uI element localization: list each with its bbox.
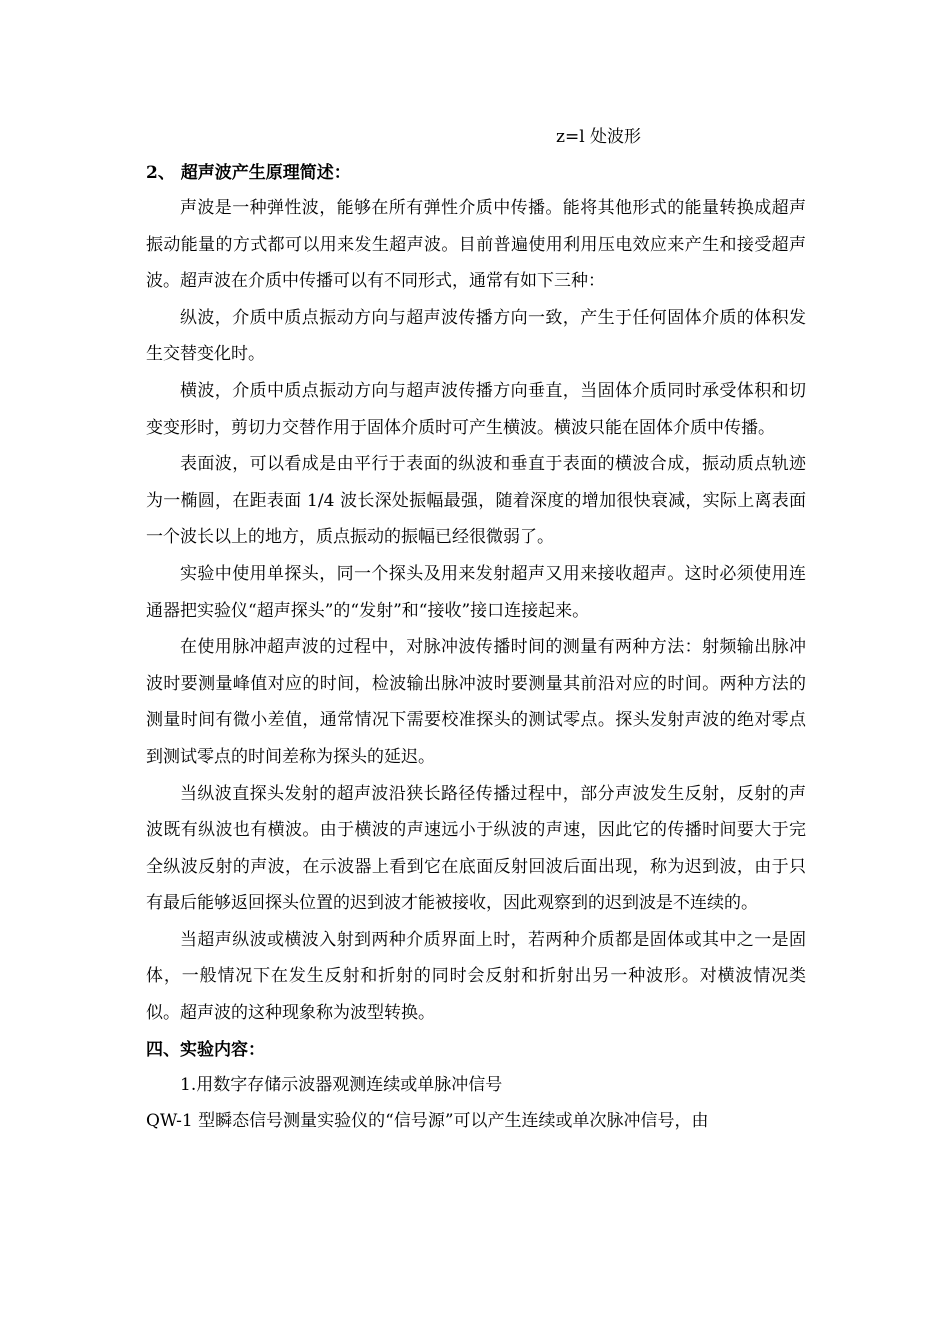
paragraph-late-wave: 当纵波直探头发射的超声波沿狭长路径传播过程中，部分声波发生反射，反射的声波既有纵波也有横波。由于横波的声速远小于纵波的声速，因此它的传播时间要大于完全纵波反射的声波，在示波器上看到它在底面反射回波后面出现，称为迟到波，由于只有最后能够返回探头位置的迟到波才能被接收，因此观察到的迟到波是不连续的。 <box>146 783 806 914</box>
paragraph-pulse-timing: 在使用脉冲超声波的过程中，对脉冲波传播时间的测量有两种方法：射频输出脉冲波时要测量峰值对应的时间，检波输出脉冲波时要测量其前沿对应的时间。两种方法的测量时间有微小差值，通常情况下需要校准探头的测试零点。探头发射声波的绝对零点到测试零点的时间差称为探头的延迟。 <box>146 637 806 767</box>
paragraph-transverse-wave: 横波，介质中质点振动方向与超声波传播方向垂直，当固体介质同时承受体积和切变变形时，剪切力交替作用于固体介质时可产生横波。横波只能在固体介质中传播。 <box>146 380 806 438</box>
paragraph-mode-conversion: 当超声纵波或横波入射到两种介质界面上时，若两种介质都是固体或其中之一是固体，一般情况下在发生反射和折射的同时会反射和折射出另一种波形。对横波情况类似。超声波的这种现象称为波型转换。 <box>146 929 806 1024</box>
section-heading-4: 四、实验内容： <box>146 1039 265 1060</box>
paragraph-surface-wave: 表面波，可以看成是由平行于表面的纵波和垂直于表面的横波合成，振动质点轨迹为一椭圆，在距表面 1/4 波长深处振幅最强，随着深度的增加很快衰减，实际上离表面一个波长以上的地方，质点振动的振幅已经很微弱了。 <box>146 454 806 548</box>
figure-caption: z=l 处波形 <box>556 127 642 147</box>
document-body <box>146 156 806 1140</box>
paragraph-longitudinal-wave: 纵波，介质中质点振动方向与超声波传播方向一致，产生于任何固体介质的体积发生交替变化时。 <box>146 307 806 365</box>
paragraph-single-probe: 实验中使用单探头，同一个探头及用来发射超声又用来接收超声。这时必须使用连通器把实验仪“超声探头”的“发射”和“接收”接口连接起来。 <box>146 563 806 621</box>
experiment-item-1: 1.用数字存储示波器观测连续或单脉冲信号 <box>180 1074 503 1095</box>
paragraph-signal-source: QW-1 型瞬态信号测量实验仪的“信号源”可以产生连续或单次脉冲信号，由 <box>146 1111 709 1132</box>
paragraph-intro: 声波是一种弹性波，能够在所有弹性介质中传播。能将其他形式的能量转换成超声振动能量的方式都可以用来发生超声波。目前普遍使用利用压电效应来产生和接受超声波。超声波在介质中传播可以有不同形式，通常有如下三种： <box>146 198 806 292</box>
section-heading-2: 2、 超声波产生原理简述： <box>146 163 351 183</box>
